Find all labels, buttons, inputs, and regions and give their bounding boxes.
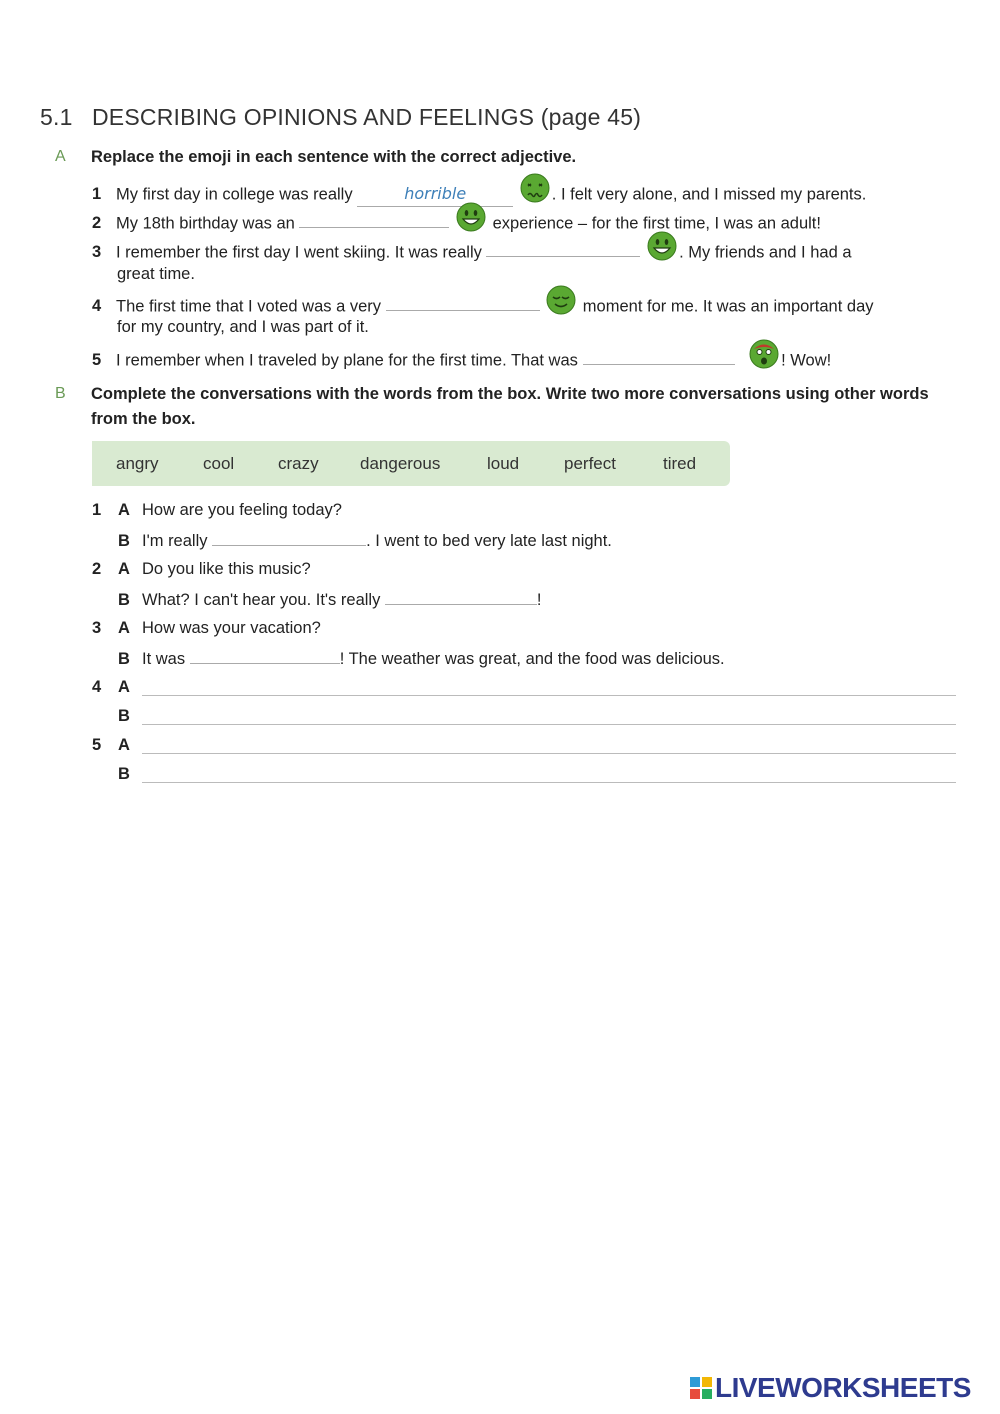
word-box-item: dangerous [360, 454, 441, 473]
astonished-face-icon [749, 339, 779, 377]
exercise-a-item-5: 5 I remember when I traveled by plane for the first time. That was ! Wow! [92, 345, 831, 377]
exercise-a-item-3: 3 I remember the first day I went skiing. It was really . My friends and I had a [92, 237, 852, 269]
exercise-a-item-4-continued: for my country, and I was part of it. [117, 318, 369, 336]
exercise-a-item-1: 1 My first day in college was really horrible . I felt very alone, and I missed my parents. [92, 179, 866, 211]
grinning-face-icon [456, 202, 486, 240]
section-number: 5.1 [40, 104, 73, 130]
exercise-a-item-4: 4 The first time that I voted was a very moment for me. It was an important day [92, 291, 874, 323]
word-box-item: tired [663, 454, 697, 473]
conversation-4-line-a: 4 A [92, 678, 130, 696]
section-b-instruction: Complete the conversations with the words from the box. Write two more conversations using other words from the box. [91, 385, 929, 428]
word-box-item: crazy [278, 454, 319, 473]
conversation-3-line-a: 3 A How was your vacation? [92, 619, 321, 637]
exercise-a-item-3-continued: great time. [117, 265, 195, 283]
section-a-letter: A [55, 148, 66, 165]
conversation-5-line-a: 5 A [92, 736, 130, 754]
conversation-3-line-b: B It was ! The weather was great, and the food was delicious. [118, 645, 725, 672]
grinning-face-icon [647, 231, 677, 269]
answer-blank[interactable] [212, 527, 366, 546]
answer-blank[interactable] [385, 586, 537, 605]
word-box-item: angry [116, 454, 159, 473]
answer-blank[interactable] [190, 645, 340, 664]
write-in-line-4a[interactable] [142, 694, 956, 696]
write-in-line-4b[interactable] [142, 723, 956, 725]
answer-blank[interactable] [583, 346, 735, 365]
write-in-line-5b[interactable] [142, 781, 956, 783]
section-a-instruction: Replace the emoji in each sentence with the correct adjective. [91, 148, 577, 166]
logo-text: LIVEWORKSHEETS [715, 1372, 971, 1403]
conversation-5-line-b: B [118, 765, 130, 783]
page-title [40, 104, 641, 131]
relieved-face-icon [546, 285, 576, 323]
conversation-1-line-a: 1 A How are you feeling today? [92, 501, 342, 519]
word-box [92, 441, 730, 486]
write-in-line-5a[interactable] [142, 752, 956, 754]
exercise-a-item-2: 2 My 18th birthday was an experience – for the first time, I was an adult! [92, 208, 821, 240]
conversation-4-line-b: B [118, 707, 130, 725]
conversation-1-line-b: B I'm really . I went to bed very late last night. [118, 527, 612, 554]
sick-face-icon [520, 173, 550, 211]
word-box-item: cool [203, 454, 235, 473]
liveworksheets-logo [690, 1372, 971, 1404]
answer-blank[interactable] [486, 238, 640, 257]
answer-field[interactable]: horrible [357, 181, 513, 207]
section-title: DESCRIBING OPINIONS AND FEELINGS (page 45) [92, 104, 642, 130]
answer-blank[interactable] [386, 292, 540, 311]
conversation-2-line-a: 2 A Do you like this music? [92, 560, 311, 578]
liveworksheets-logo-mark-icon [690, 1377, 712, 1399]
word-box-item: loud [487, 454, 520, 473]
word-box-item: perfect [564, 454, 616, 473]
conversation-2-line-b: B What? I can't hear you. It's really ! [118, 586, 542, 613]
section-b-letter: B [55, 385, 66, 402]
answer-blank[interactable] [299, 209, 449, 228]
